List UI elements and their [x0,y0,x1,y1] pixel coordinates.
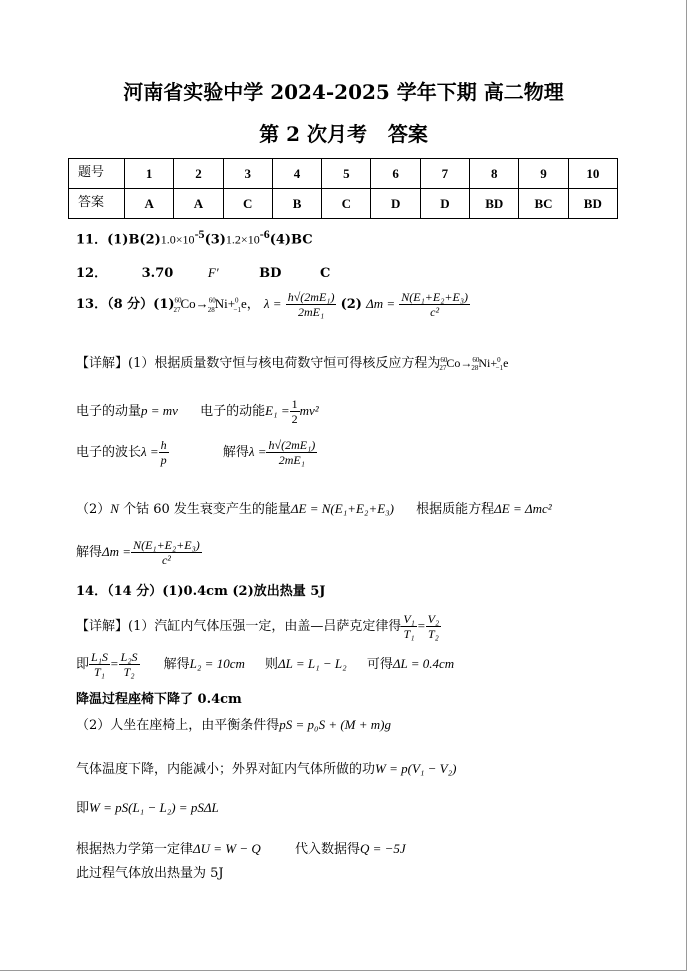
q13-detail-mass: 解得Δm = $\frac{\text{N(E₁+E₂+E₃)}}{\text{c²}}$ [76,538,200,567]
answer-subtitle: 第 2 次月考 答案 [259,122,428,146]
answer-cell: A [125,189,174,219]
q13-answer: 13．（8 分）$(1)^{60}_{27}Co\to^{60}_{28}Ni+^0_{-1}e$， λ = $\frac{\text{h√(2mE₁)}}{\text{2mE₁}}$ (2) Δm = $\frac{\text{N(E₁+E₂+E₃)}}{\text{c²}}$ [76,290,468,319]
answer-cell: D [420,189,469,219]
q13-detail-line1: 【详解】(1）根据质量数守恒与核电荷数守恒可得核反应方程为$^{60}_{27}$Co→$^{60}_{28}$Ni+$^0_{-1}$e [76,356,509,373]
q14-detail-line2: 即 $\frac{\text{L₁S}}{\text{T₁}}$ = $\frac{\text{L₂S}}{\text{T₂}}$ 解得L₂ = 10cm 则ΔL = L₁ − L₂ 可得ΔL = 0.4cm [76,650,455,679]
question-number-row [69,159,618,189]
answer-cell: C [223,189,272,219]
q14-detail-line8: 此过程气体放出热量为 5J [76,866,224,881]
q14-detail-line1: 【详解】(1）汽缸内气体压强一定，由盖—吕萨克定律得 $\frac{\text{V₁}}{\text{T₁}}$ = $\frac{\text{V₂}}{\text{T₂}}$ [76,612,440,641]
question-number: 2 [174,159,223,189]
header-label: 题号 [69,159,125,189]
question-number: 10 [568,159,617,189]
answer-cell: C [322,189,371,219]
q12-answer: 12． 3.70 F′ BD C [76,265,331,281]
q13-detail-wavelength: 电子的波长λ = $\frac{h}{p}$ 解得λ = $\frac{\text{h√(2mE₁)}}{\text{2mE₁}}$ [76,438,316,467]
question-number: 8 [470,159,519,189]
exam-title: 河南省实验中学 2024-2025 学年下期 高二物理 [123,80,564,104]
question-number: 6 [371,159,420,189]
q14-detail-line5: 气体温度下降，内能减小；外界对缸内气体所做的功W = p(V₁ − V₂) [76,761,457,777]
q14-detail-line4: （2）人坐在座椅上，由平衡条件得pS = p₀S + (M + m)g [76,717,391,733]
nuclear-equation: $^{60}_{27}$Co→$^{60}_{28}$Ni+$^0_{-1}$e [173,296,247,314]
mass-defect-fraction: $\frac{\text{N(E₁+E₂+E₃)}}{\text{c²}}$ [401,290,468,319]
wavelength-fraction: $\frac{\text{h√(2mE₁)}}{\text{2mE₁}}$ [287,290,335,319]
question-number: 4 [272,159,321,189]
question-number: 1 [125,159,174,189]
answer-row [69,189,618,219]
q13-detail-momentum: 电子的动量p = mv 电子的动能E₁ = $\frac{1}{2}$ mv² [76,397,319,426]
answer-cell: D [371,189,420,219]
answer-cell: BD [470,189,519,219]
q14-answer: 14．（14 分）(1)0.4cm (2)放出热量 5J [76,584,326,599]
answer-cell: A [174,189,223,219]
answer-cell: BD [568,189,617,219]
question-number: 5 [322,159,371,189]
q13-detail-energy: （2）N 个钴 60 发生衰变产生的能量ΔE = N(E₁+E₂+E₃) 根据质能方程ΔE = Δmc² [76,501,552,517]
question-number: 9 [519,159,568,189]
question-number: 3 [223,159,272,189]
answer-label: 答案 [69,189,125,219]
q11-answer: 11．$(1)B(2)1.0\times 10^{-5}(3)1.2\times 10^{-6}(4)BC$ [76,227,313,248]
answer-cell: BC [519,189,568,219]
answer-table [68,158,618,219]
answer-cell: B [272,189,321,219]
q14-detail-line6: 即W = pS(L₁ − L₂) = pSΔL [76,800,219,816]
q14-detail-line3: 降温过程座椅下降了 0.4cm [76,692,242,707]
question-number: 7 [420,159,469,189]
q14-detail-line7: 根据热力学第一定律ΔU = W − Q 代入数据得Q = −5J [76,841,406,857]
